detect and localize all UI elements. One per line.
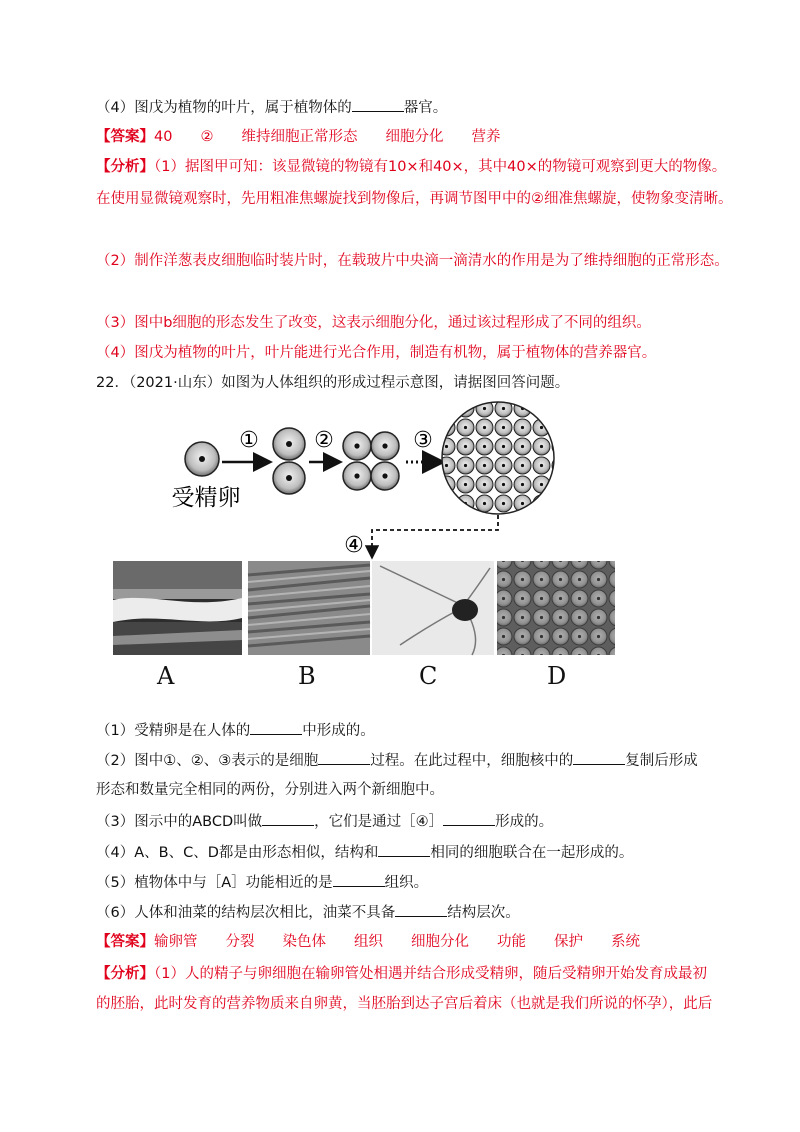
tissue-photo-c xyxy=(372,561,494,655)
q21-analysis-1a: 【分析】（1）据图甲可知：该显微镜的物镜有10×和40×，其中40×的物镜可观察到更大的物像。 xyxy=(96,159,727,175)
step-label-1: ① xyxy=(239,428,259,453)
q22-q3: （3）图示中的ABCD叫做 ，它们是通过［④］ 形成的。 xyxy=(96,811,553,832)
tissue-label-d: D xyxy=(547,662,567,690)
q21-analysis-2: （2）制作洋葱表皮细胞临时装片时，在载玻片中央滴一滴清水的作用是为了维持细胞的正常形态。 xyxy=(96,253,729,269)
q22-q2b: 形态和数量完全相同的两份，分别进入两个新细胞中。 xyxy=(96,782,444,798)
answer-blank xyxy=(318,750,370,765)
q21-analysis-4: （4）图戊为植物的叶片，叶片能进行光合作用，制造有机物，属于植物体的营养器官。 xyxy=(96,345,657,361)
step-label-4: ④ xyxy=(344,533,364,558)
two-cell-stage xyxy=(273,428,305,494)
tissue-photo-a xyxy=(113,561,242,655)
step-label-2: ② xyxy=(314,428,334,453)
answer-blank xyxy=(443,811,495,826)
q22-q1: （1）受精卵是在人体的 中形成的。 xyxy=(96,720,375,741)
answer-blank xyxy=(378,842,430,857)
arrow-step-4 xyxy=(372,515,498,556)
cell-cluster xyxy=(442,402,554,514)
q22-analysis-1a: 【分析】（1）人的精子与卵细胞在输卵管处相遇并结合形成受精卵，随后受精卵开始发育成最初 xyxy=(96,966,707,982)
answer-blank xyxy=(333,872,385,887)
tissue-photo-b xyxy=(248,561,370,655)
q22-analysis-1b: 的胚胎，此时发育的营养物质来自卵黄，当胚胎到达子宫后着床（也就是我们所说的怀孕），此后 xyxy=(96,996,713,1012)
q22-q5: （5）植物体中与［A］功能相近的是 组织。 xyxy=(96,872,428,893)
q22-answer: 【答案】输卵管 分裂 染色体 组织 细胞分化 功能 保护 系统 xyxy=(96,934,640,950)
q21-answer: 【答案】40 ② 维持细胞正常形态 细胞分化 营养 xyxy=(96,129,501,145)
q22-heading: 22．（2021·山东）如图为人体组织的形成过程示意图，请据图回答问题。 xyxy=(96,375,570,391)
tissue-label-c: C xyxy=(419,662,438,690)
q21-analysis-1b: 在使用显微镜观察时，先用粗准焦螺旋找到物像后，再调节图甲中的②细准焦螺旋，使物象变清晰。 xyxy=(96,191,733,207)
tissue-label-a: A xyxy=(157,662,175,690)
q22-q6: （6）人体和油菜的结构层次相比，油菜不具备 结构层次。 xyxy=(96,902,520,923)
answer-blank xyxy=(250,720,302,735)
egg-label: 受精卵 xyxy=(171,485,241,511)
q22-q2a: （2）图中①、②、③表示的是细胞 过程。在此过程中，细胞核中的 复制后形成 xyxy=(96,750,698,771)
step-label-3: ③ xyxy=(413,428,433,453)
q22-q4: （4）A、B、C、D都是由形态相似，结构和 相同的细胞联合在一起形成的。 xyxy=(96,842,633,863)
four-cell-stage xyxy=(343,432,399,490)
q21-analysis-3: （3）图中b细胞的形态发生了改变，这表示细胞分化，通过该过程形成了不同的组织。 xyxy=(96,315,651,331)
q21-part4: （4）图戊为植物的叶片，属于植物体的 器官。 xyxy=(96,97,447,118)
fertilized-egg-cell xyxy=(185,442,219,476)
tissue-photo-d xyxy=(497,561,615,655)
answer-blank xyxy=(262,811,314,826)
answer-blank xyxy=(573,750,625,765)
answer-blank xyxy=(395,902,447,917)
tissue-label-b: B xyxy=(298,662,316,690)
